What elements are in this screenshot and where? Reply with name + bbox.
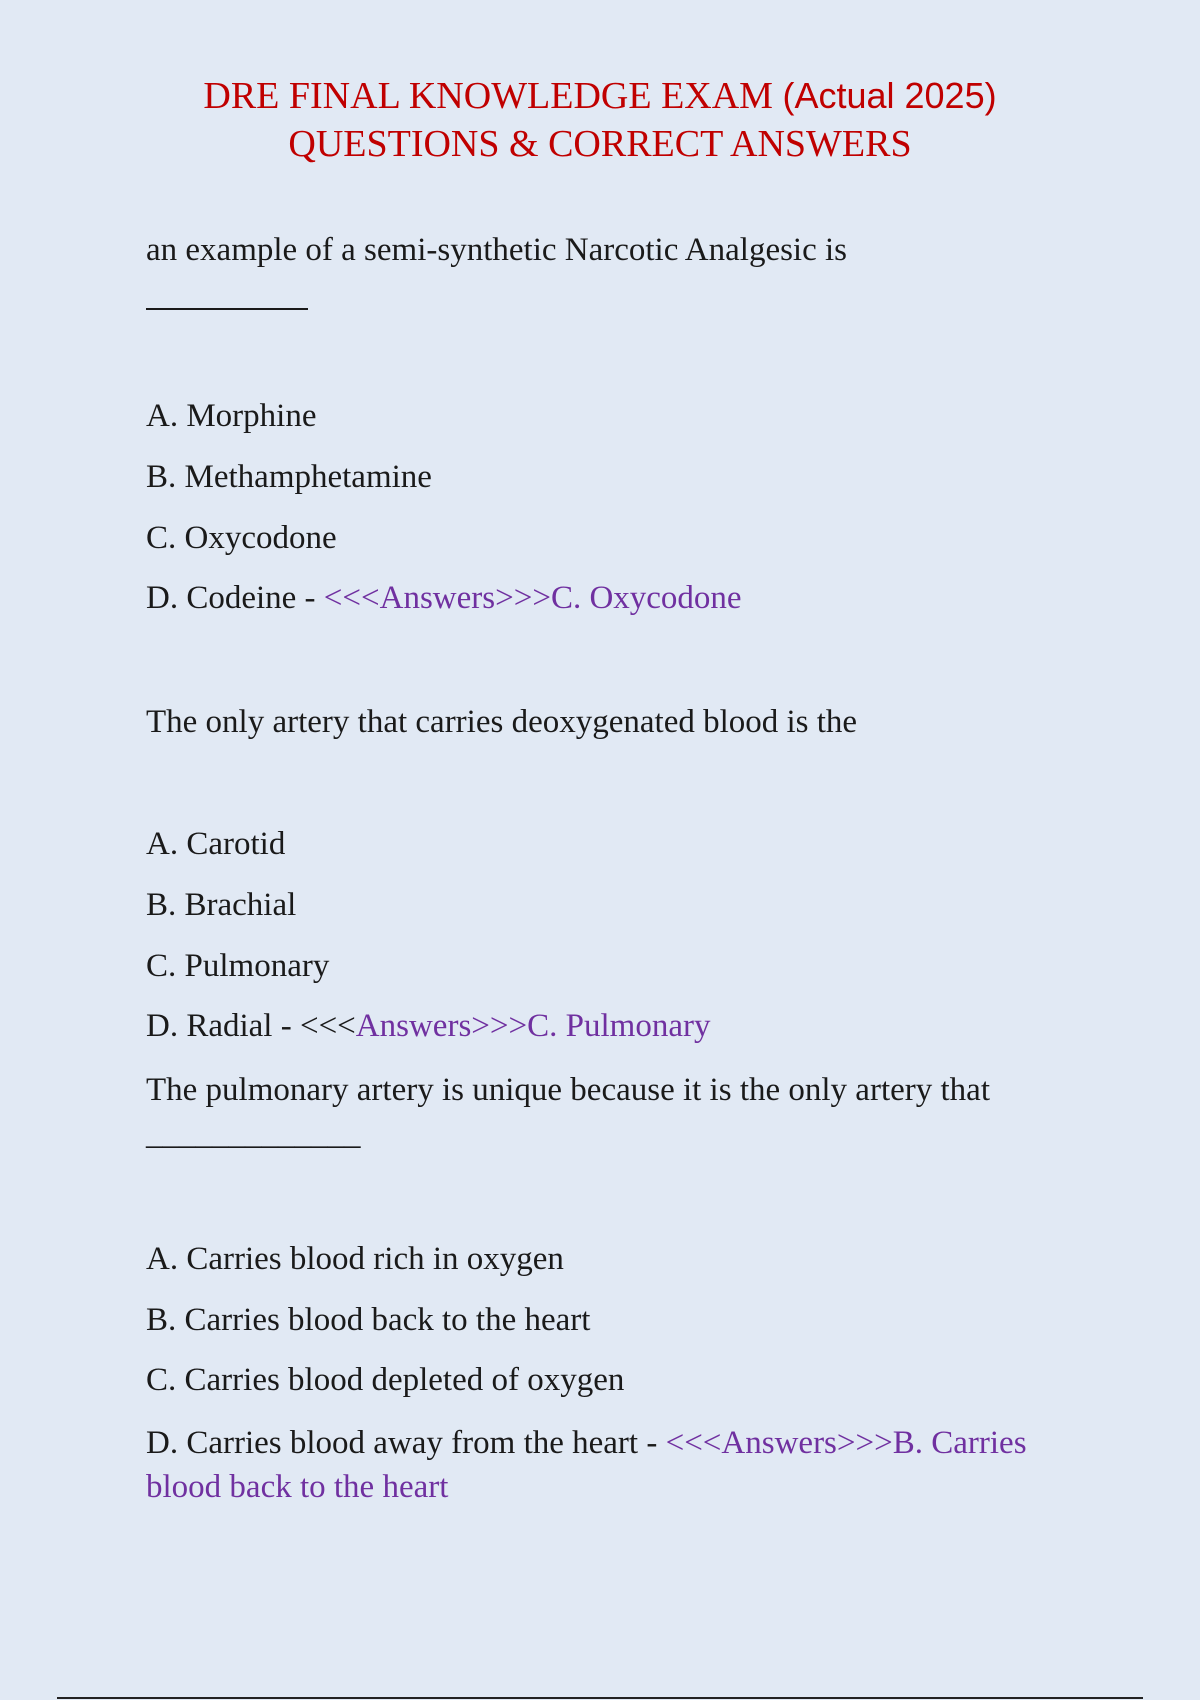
question-1-answer: <<<Answers>>>C. Oxycodone [323, 580, 742, 616]
question-1-option-a: A. Morphine [146, 398, 317, 434]
question-3-prompt: The pulmonary artery is unique because it is the only artery that _____________ [146, 1072, 990, 1152]
question-2-option-a: A. Carotid [146, 826, 286, 862]
question-2-option-c: C. Pulmonary [146, 948, 330, 984]
question-3-answer: <<<Answers>>>B. Carries blood back to the heart [146, 1425, 1027, 1505]
question-3-option-d: D. Carries blood away from the heart - <<<Answers>>>B. Carries blood back to the heart [146, 1425, 1027, 1505]
title-line-1: DRE FINAL KNOWLEDGE EXAM (Actual 2025) [203, 75, 997, 117]
question-1-option-d: D. Codeine - <<<Answers>>>C. Oxycodone [146, 580, 742, 616]
question-3-option-c: C. Carries blood depleted of oxygen [146, 1362, 625, 1398]
question-2-prompt: The only artery that carries deoxygenated blood is the [146, 704, 858, 740]
question-1-option-c: C. Oxycodone [146, 520, 337, 556]
question-2-answer: Answers>>>C. Pulmonary [355, 1008, 711, 1044]
title-line-2: QUESTIONS & CORRECT ANSWERS [288, 123, 912, 165]
document-title [0, 72, 1200, 168]
question-3-option-b: B. Carries blood back to the heart [146, 1302, 591, 1338]
question-1-option-b: B. Methamphetamine [146, 459, 432, 495]
footer-rule [57, 1697, 1143, 1699]
question-2-option-b: B. Brachial [146, 887, 297, 923]
question-2-option-d: D. Radial - <<<Answers>>>C. Pulmonary [146, 1008, 711, 1044]
question-3-option-a: A. Carries blood rich in oxygen [146, 1241, 564, 1277]
question-1-prompt: an example of a semi-synthetic Narcotic Analgesic is [146, 232, 848, 268]
question-1-blank [146, 278, 308, 312]
question-3-blank: _____________ [146, 1116, 361, 1152]
